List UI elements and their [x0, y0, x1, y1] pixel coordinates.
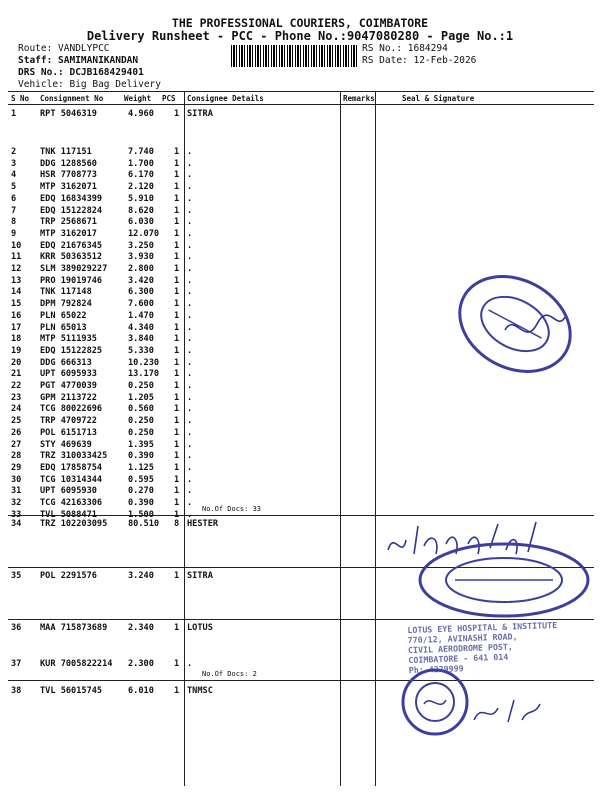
table-row: [0, 229, 600, 240]
row-pcs: 1: [174, 404, 180, 415]
row-sno: 5: [11, 182, 17, 193]
row-sno: 38: [11, 686, 22, 696]
table-row: [0, 194, 600, 205]
row-consignment: TNK 117151: [40, 147, 92, 157]
row-pcs: 1: [174, 369, 180, 380]
row-sno: 12: [11, 264, 22, 274]
row-weight: 10.230: [128, 357, 160, 368]
row-pcs: 1: [174, 451, 180, 462]
lotus-stamp-line: COIMBATORE - 641 014: [408, 651, 509, 666]
row-sno: 22: [11, 381, 22, 391]
row-weight: 6.010: [128, 686, 154, 696]
table-row: [0, 206, 600, 217]
row-consignee: .: [187, 462, 193, 473]
row-weight: 3.240: [128, 571, 154, 581]
col-header-consignee: Consignee Details: [187, 94, 264, 103]
lotus-stamp-line: Ph: 4229999: [408, 663, 464, 676]
row-consignment: MAA 715873689: [40, 623, 108, 633]
row-consignment: EDQ 15122825: [40, 345, 103, 356]
row-weight: 3.930: [128, 252, 154, 263]
row-consignment: POL 2291576: [40, 571, 97, 581]
company-name: THE PROFESSIONAL COURIERS, COIMBATORE: [171, 16, 429, 30]
rs-number: RS No.: 1684294: [362, 43, 448, 54]
row-pcs: 1: [174, 623, 180, 633]
row-sno: 30: [11, 474, 22, 485]
row-consignment: DDG 666313: [40, 357, 92, 368]
row-consignment: STY 469639: [40, 439, 92, 450]
row-pcs: 1: [174, 182, 180, 193]
row-sno: 2: [11, 147, 17, 157]
row-pcs: 1: [174, 147, 180, 157]
staff-label: Staff:: [18, 55, 59, 66]
row-consignment: RPT 5046319: [40, 109, 97, 119]
row-pcs: 1: [174, 334, 180, 345]
row-consignee: .: [187, 193, 193, 204]
table-row: [0, 109, 600, 120]
row-consignee: .: [187, 205, 193, 216]
row-pcs: 1: [174, 252, 180, 263]
row-weight: 0.250: [128, 427, 154, 438]
row-consignee: .: [187, 217, 193, 228]
row-consignee: .: [187, 158, 193, 169]
row-sno: 18: [11, 334, 22, 345]
row-consignee: .: [187, 369, 193, 380]
row-consignee: SITRA: [187, 109, 213, 119]
row-weight: 0.250: [128, 416, 154, 427]
row-pcs: 1: [174, 392, 180, 403]
row-weight: 1.700: [128, 158, 154, 169]
row-pcs: 1: [174, 205, 180, 216]
sitra-stamp-2: [415, 540, 593, 620]
row-sno: 33: [11, 509, 22, 520]
row-weight: 6.030: [128, 217, 154, 228]
row-weight: 12.070: [128, 228, 160, 239]
row-weight: 13.170: [128, 369, 160, 380]
row-consignee: .: [187, 486, 193, 497]
row-sno: 16: [11, 310, 22, 321]
row-consignee: .: [187, 659, 193, 669]
row-consignee: .: [187, 392, 193, 403]
row-weight: 80.510: [128, 519, 160, 529]
row-consignment: TCG 10314344: [40, 474, 103, 485]
row-sno: 34: [11, 519, 22, 529]
row-pcs: 1: [174, 498, 180, 508]
staff-value: SAMIMANIKANDAN: [58, 55, 139, 66]
table-row: [0, 498, 600, 509]
row-consignment: DPM 792824: [40, 299, 92, 310]
row-weight: 5.910: [128, 193, 154, 204]
row-consignee: .: [187, 170, 193, 181]
row-pcs: 1: [174, 474, 180, 485]
row-pcs: 8: [174, 519, 180, 529]
row-consignment: MTP 3162071: [40, 182, 97, 193]
table-row: [0, 217, 600, 228]
table-row: [0, 475, 600, 486]
table-row: [0, 404, 600, 415]
row-weight: 0.390: [128, 451, 154, 462]
row-pcs: 1: [174, 462, 180, 473]
header-bottom-rule: [8, 104, 594, 105]
row-consignee: .: [187, 357, 193, 368]
row-weight: 4.340: [128, 322, 154, 333]
group-divider-4: [8, 680, 594, 681]
vehicle-label: Vehicle: Big Bag Delivery: [18, 79, 161, 90]
rs-date: RS Date: 12-Feb-2026: [362, 55, 477, 66]
row-sno: 4: [11, 170, 17, 181]
row-sno: 25: [11, 416, 22, 427]
row-pcs: 1: [174, 275, 180, 286]
row-consignment: EDQ 16834399: [40, 193, 103, 204]
row-sno: 37: [11, 659, 22, 669]
row-consignee: .: [187, 451, 193, 462]
row-weight: 2.800: [128, 264, 154, 274]
header-top-rule: [8, 91, 594, 92]
row-pcs: 1: [174, 416, 180, 427]
row-pcs: 1: [174, 193, 180, 204]
row-consignee: .: [187, 275, 193, 286]
row-sno: 20: [11, 357, 22, 368]
row-sno: 10: [11, 240, 22, 251]
row-consignee: .: [187, 147, 193, 157]
row-sno: 29: [11, 462, 22, 473]
row-consignee: .: [187, 252, 193, 263]
row-consignee: .: [187, 264, 193, 274]
drs-field: [18, 67, 144, 79]
row-pcs: 1: [174, 381, 180, 391]
row-consignee: .: [187, 345, 193, 356]
row-consignment: UPT 6095933: [40, 369, 97, 380]
row-weight: 2.120: [128, 182, 154, 193]
route-label: Route: VANDLYPCC: [18, 43, 110, 54]
row-weight: 3.420: [128, 275, 154, 286]
row-pcs: 1: [174, 357, 180, 368]
row-pcs: 1: [174, 686, 180, 696]
row-pcs: 1: [174, 217, 180, 228]
table-row: [0, 416, 600, 427]
row-sno: 8: [11, 217, 17, 228]
lotus-stamp-line: 770/12, AVINASHI ROAD,: [407, 631, 518, 646]
row-consignment: TVL 5088471: [40, 509, 97, 520]
row-consignment: HSR 7708773: [40, 170, 97, 181]
row-consignee: .: [187, 427, 193, 438]
row-sno: 1: [11, 109, 17, 119]
col-header-consignment: Consignment No: [40, 94, 104, 103]
col-header-seal: Seal & Signature: [402, 94, 475, 103]
row-weight: 3.250: [128, 240, 154, 251]
col-header-weight: Weight: [124, 94, 152, 103]
row-consignee: .: [187, 498, 193, 508]
row-consignee: .: [187, 287, 193, 298]
sitra-stamp-1: [445, 262, 585, 387]
row-consignment: PLN 65013: [40, 322, 87, 333]
row-consignment: TVL 56015745: [40, 686, 103, 696]
row-consignment: TRP 2568671: [40, 217, 97, 228]
row-weight: 1.395: [128, 439, 154, 450]
row-consignee: LOTUS: [187, 623, 213, 633]
row-weight: 0.270: [128, 486, 154, 497]
row-weight: 0.390: [128, 498, 154, 508]
row-consignee: .: [187, 299, 193, 310]
row-consignment: EDQ 15122824: [40, 205, 103, 216]
row-pcs: 1: [174, 310, 180, 321]
row-consignment: PLN 65022: [40, 310, 87, 321]
table-row: [0, 159, 600, 170]
table-row: [0, 440, 600, 451]
row-consignment: TCG 42163306: [40, 498, 103, 508]
row-sno: 21: [11, 369, 22, 380]
row-consignee: .: [187, 404, 193, 415]
drs-barcode: [231, 45, 359, 67]
row-consignee: .: [187, 474, 193, 485]
table-row: [0, 451, 600, 462]
row-weight: 0.595: [128, 474, 154, 485]
row-pcs: 1: [174, 345, 180, 356]
row-consignee: HESTER: [187, 519, 219, 529]
row-pcs: 1: [174, 486, 180, 497]
row-pcs: 1: [174, 427, 180, 438]
row-sno: 3: [11, 158, 17, 169]
row-sno: 13: [11, 275, 22, 286]
row-consignee: TNMSC: [187, 686, 213, 696]
row-sno: 35: [11, 571, 22, 581]
row-consignment: KRR 50363512: [40, 252, 103, 263]
row-weight: 6.300: [128, 287, 154, 298]
row-sno: 36: [11, 623, 22, 633]
runsheet-title: Delivery Runsheet - PCC - Phone No.:9047080280 - Page No.:1: [86, 29, 514, 43]
row-pcs: 1: [174, 659, 180, 669]
row-weight: 4.960: [128, 109, 154, 119]
col-header-pcs: PCS: [162, 94, 176, 103]
row-weight: 1.470: [128, 310, 154, 321]
row-pcs: 1: [174, 264, 180, 274]
row-consignment: EDQ 17858754: [40, 462, 103, 473]
row-weight: 7.740: [128, 147, 154, 157]
row-sno: 7: [11, 205, 17, 216]
row-consignment: GPM 2113722: [40, 392, 97, 403]
row-consignment: MTP 5111935: [40, 334, 97, 345]
docs-count-group1: No.Of Docs: 33: [202, 505, 262, 513]
row-consignment: TRP 4709722: [40, 416, 97, 427]
row-sno: 14: [11, 287, 22, 298]
row-weight: 3.840: [128, 334, 154, 345]
row-consignee: .: [187, 228, 193, 239]
row-pcs: 1: [174, 322, 180, 333]
row-consignment: TNK 117148: [40, 287, 92, 298]
row-weight: 0.560: [128, 404, 154, 415]
row-pcs: 1: [174, 109, 180, 119]
row-sno: 23: [11, 392, 22, 403]
row-sno: 11: [11, 252, 22, 263]
row-consignee: .: [187, 240, 193, 251]
row-weight: 1.205: [128, 392, 154, 403]
table-row: [0, 147, 600, 158]
row-pcs: 1: [174, 299, 180, 310]
drs-label: DRS No.:: [18, 67, 70, 78]
row-consignment: TRZ 310033425: [40, 451, 108, 462]
tnmsc-stamp: [400, 664, 470, 740]
table-row: [0, 463, 600, 474]
row-consignment: PRO 19019746: [40, 275, 103, 286]
row-weight: 2.300: [128, 659, 154, 669]
row-consignee: SITRA: [187, 571, 213, 581]
row-sno: 32: [11, 498, 22, 508]
row-consignment: MTP 3162017: [40, 228, 97, 239]
row-weight: 2.340: [128, 623, 154, 633]
table-row: [0, 486, 600, 497]
table-row: [0, 170, 600, 181]
staff-field: [18, 55, 138, 67]
docs-count-group2: No.Of Docs: 2: [202, 670, 257, 678]
row-consignment: EDQ 21676345: [40, 240, 103, 251]
row-sno: 9: [11, 228, 17, 239]
row-pcs: 1: [174, 170, 180, 181]
row-consignment: PGT 4770039: [40, 381, 97, 391]
row-consignee: .: [187, 322, 193, 333]
row-consignee: .: [187, 182, 193, 193]
row-consignee: .: [187, 381, 193, 391]
row-consignee: .: [187, 439, 193, 450]
row-pcs: 1: [174, 439, 180, 450]
lotus-stamp-line: LOTUS EYE HOSPITAL & INSTITUTE: [407, 619, 558, 636]
row-consignment: KUR 7005822214: [40, 659, 113, 669]
row-consignment: SLM 389029227: [40, 264, 108, 274]
row-weight: 7.600: [128, 299, 154, 310]
row-sno: 26: [11, 427, 22, 438]
row-pcs: 1: [174, 287, 180, 298]
row-sno: 31: [11, 486, 22, 497]
row-consignee: .: [187, 310, 193, 321]
row-weight: 6.170: [128, 170, 154, 181]
row-pcs: 1: [174, 228, 180, 239]
row-consignment: TCG 80022696: [40, 404, 103, 415]
row-consignment: DDG 1288560: [40, 158, 97, 169]
row-pcs: 1: [174, 509, 180, 520]
drs-value: DCJB168429401: [69, 67, 144, 78]
row-weight: 8.620: [128, 205, 154, 216]
row-sno: 19: [11, 345, 22, 356]
table-row: [0, 393, 600, 404]
row-consignee: .: [187, 509, 193, 520]
table-row: [0, 182, 600, 193]
row-sno: 24: [11, 404, 22, 415]
table-row: [0, 428, 600, 439]
col-header-sno: S No: [11, 94, 30, 103]
row-sno: 17: [11, 322, 22, 333]
row-consignment: TRZ 102203095: [40, 519, 108, 529]
row-consignee: .: [187, 416, 193, 427]
row-weight: 0.250: [128, 381, 154, 391]
table-row: [0, 241, 600, 252]
row-weight: 1.500: [128, 509, 154, 520]
row-consignment: UPT 6095930: [40, 486, 97, 497]
row-weight: 5.330: [128, 345, 154, 356]
row-consignee: .: [187, 334, 193, 345]
lotus-stamp-line: CIVIL AERODROME POST,: [407, 641, 514, 656]
row-pcs: 1: [174, 571, 180, 581]
col-header-remarks: Remarks: [343, 94, 375, 103]
row-sno: 28: [11, 451, 22, 462]
row-consignment: POL 6151713: [40, 427, 97, 438]
row-pcs: 1: [174, 158, 180, 169]
row-weight: 1.125: [128, 462, 154, 473]
row-pcs: 1: [174, 240, 180, 251]
row-sno: 27: [11, 439, 22, 450]
tnmsc-signature: [468, 690, 548, 730]
row-sno: 6: [11, 193, 17, 204]
row-sno: 15: [11, 299, 22, 310]
